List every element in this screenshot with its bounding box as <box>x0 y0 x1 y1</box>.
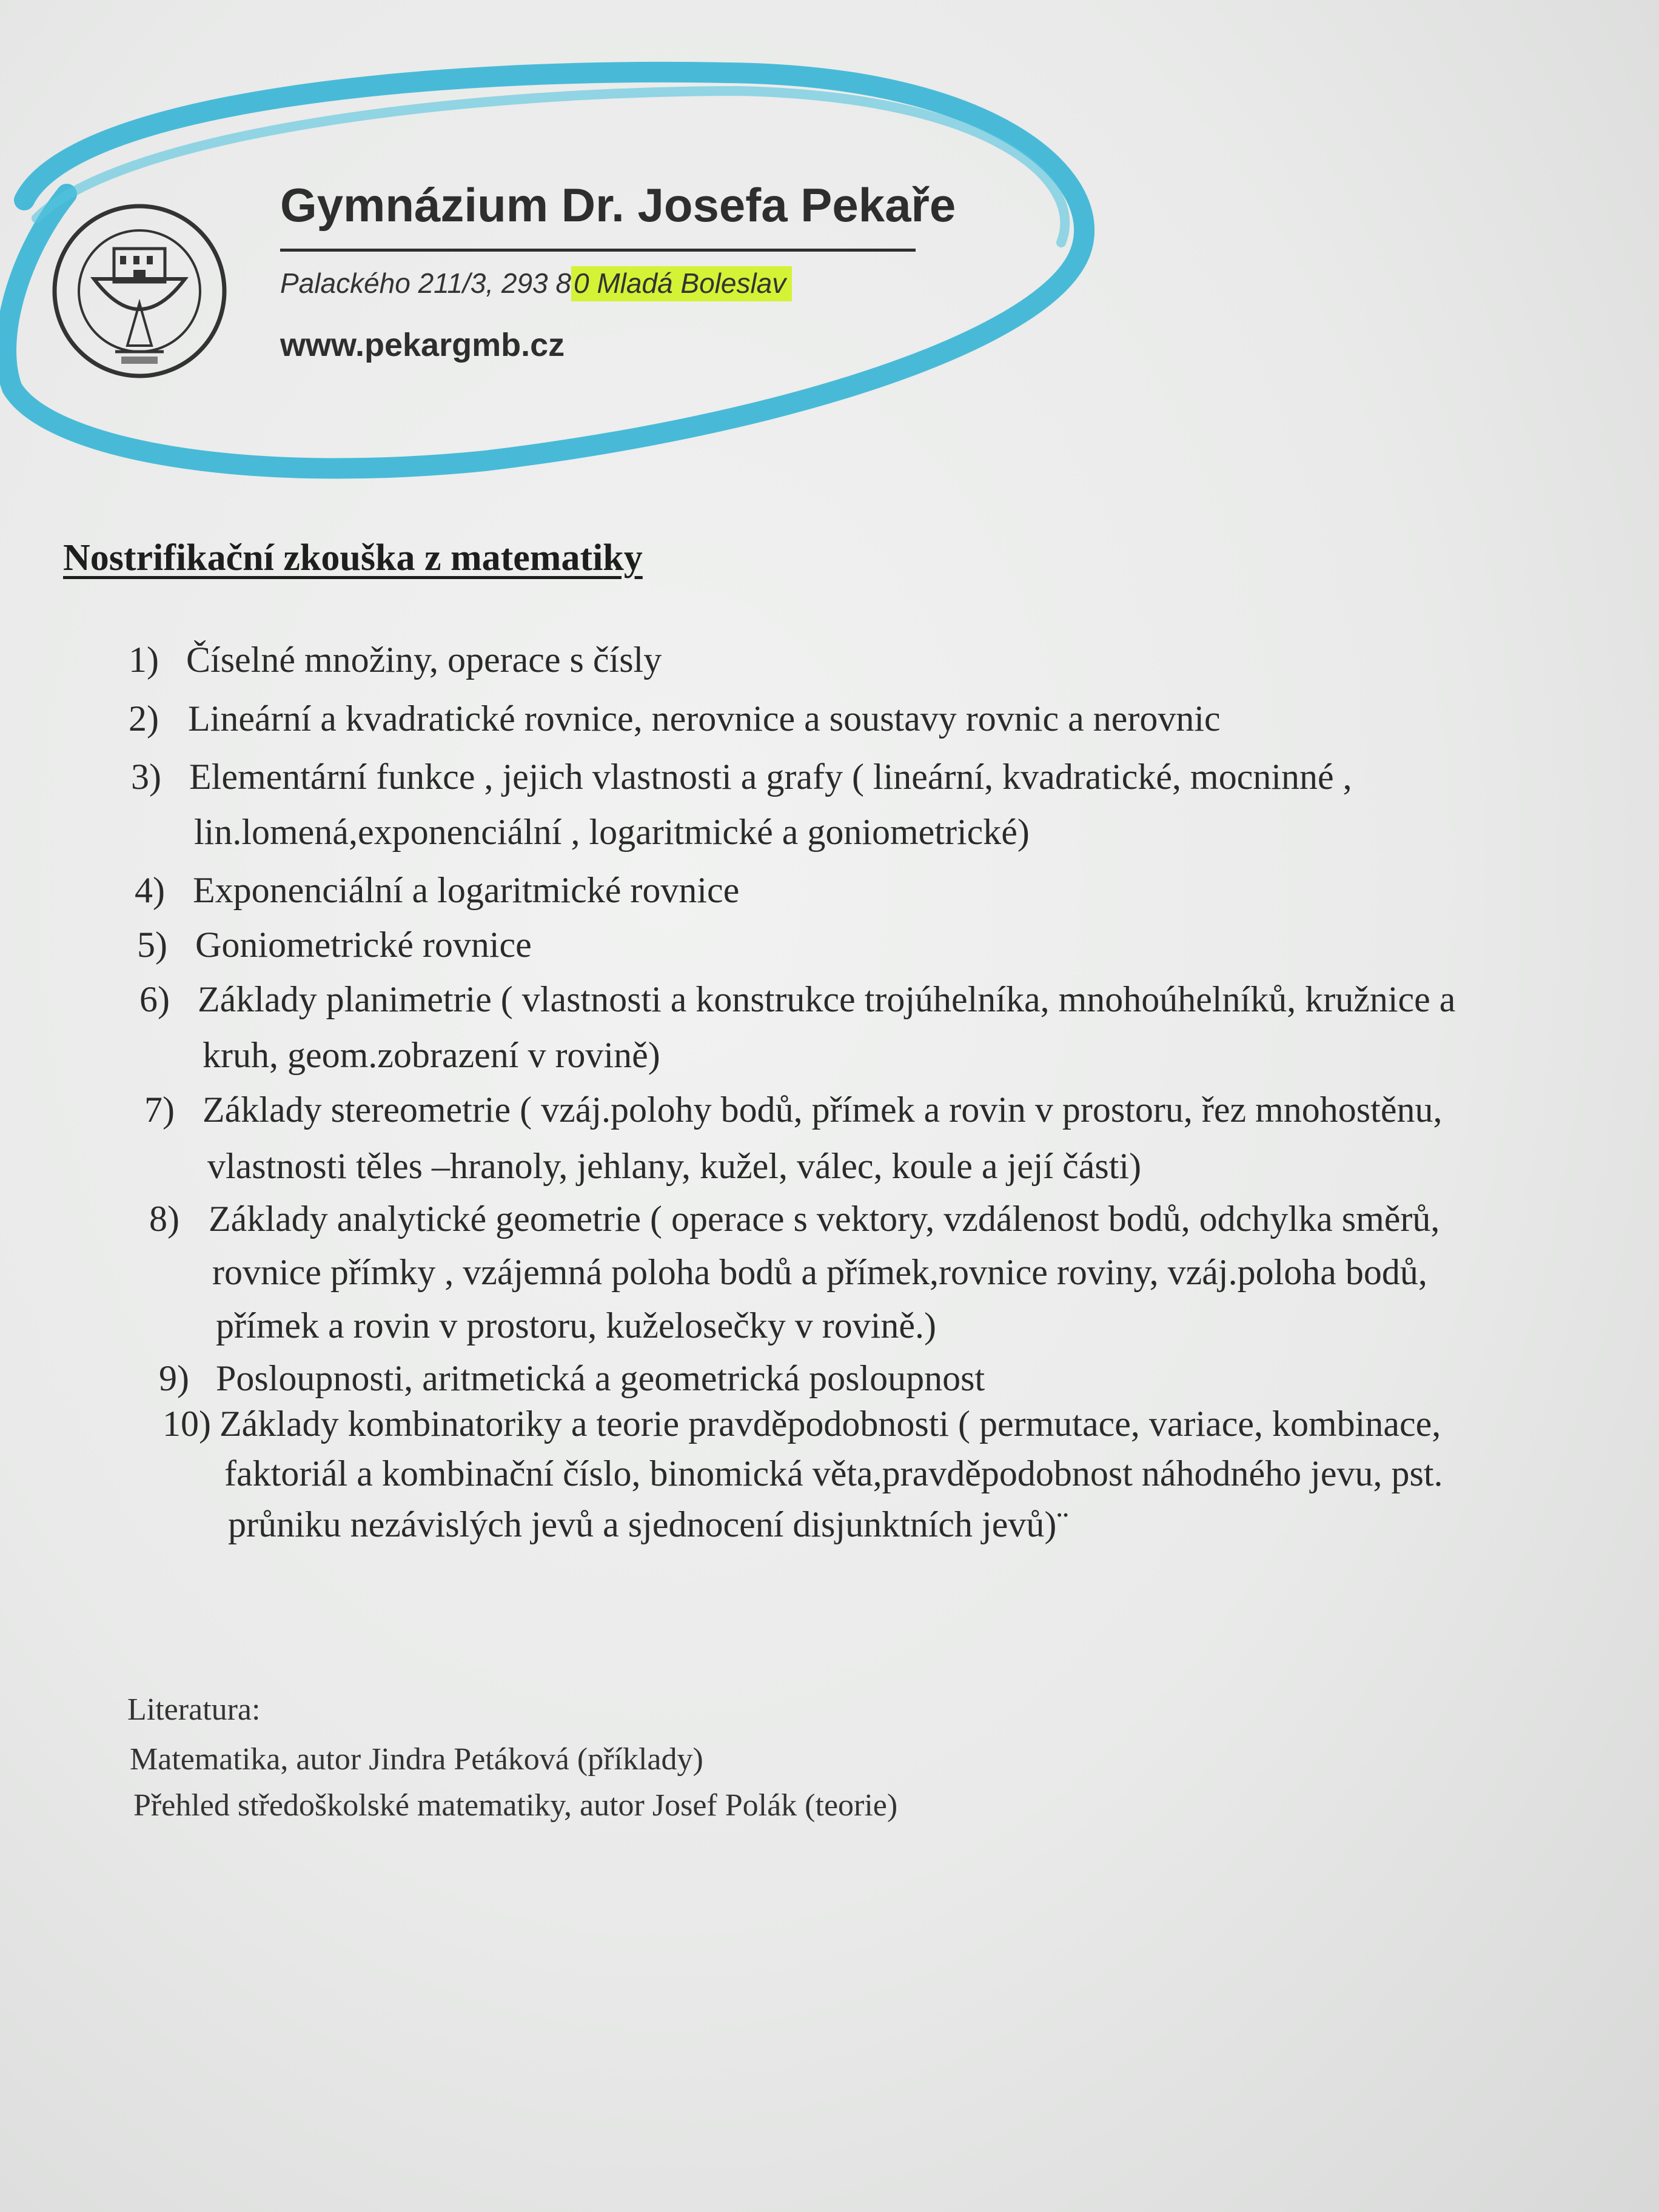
literature-entry: Přehled středoškolské matematiky, autor Josef Polák (teorie) <box>133 1788 898 1823</box>
header-divider <box>280 249 916 252</box>
item-number: 9) <box>159 1358 189 1398</box>
item-text: přímek a rovin v prostoru, kuželosečky v rovině.) <box>216 1305 937 1346</box>
item-text: Goniometrické rovnice <box>195 925 532 965</box>
item-number: 7) <box>144 1090 175 1130</box>
item-text: Základy kombinatoriky a teorie pravděpodobnosti ( permutace, variace, kombinace, <box>220 1404 1441 1444</box>
item-text: lin.lomená,exponenciální , logaritmické a goniometrické) <box>194 812 1030 852</box>
item-text: Lineární a kvadratické rovnice, nerovnice a soustavy rovnic a nerovnic <box>188 699 1221 739</box>
literature-label: Literatura: <box>127 1692 261 1727</box>
item-text: Číselné množiny, operace s čísly <box>186 640 662 680</box>
item-text: vlastnosti těles –hranoly, jehlany, kužel, válec, koule a její části) <box>207 1146 1142 1186</box>
school-seal-logo <box>49 182 230 400</box>
document-title: Nostrifikační zkouška z matematiky <box>63 537 643 578</box>
address-text: Palackého 211/3, 293 8 <box>280 267 571 299</box>
item-text: Základy stereometrie ( vzáj.polohy bodů, přímek a rovin v prostoru, řez mnohostěnu, <box>203 1090 1443 1130</box>
item-number: 10) <box>163 1404 211 1444</box>
highlighted-city: 0 Mladá Boleslav <box>571 266 792 301</box>
item-number: 4) <box>135 870 165 910</box>
school-website: www.pekargmb.cz <box>280 327 565 363</box>
marker-circle <box>0 0 1659 546</box>
item-number: 1) <box>129 640 159 680</box>
item-text: Exponenciální a logaritmické rovnice <box>193 870 740 910</box>
item-number: 6) <box>139 979 170 1019</box>
school-name: Gymnázium Dr. Josefa Pekaře <box>280 178 956 232</box>
item-text: Základy analytické geometrie ( operace s vektory, vzdálenost bodů, odchylka směrů, <box>209 1199 1440 1239</box>
item-text: Základy planimetrie ( vlastnosti a konstrukce trojúhelníka, mnohoúhelníků, kružnice a <box>198 979 1456 1019</box>
item-number: 5) <box>137 925 167 965</box>
item-text: Elementární funkce , jejich vlastnosti a grafy ( lineární, kvadratické, mocninné , <box>189 757 1352 797</box>
item-text: rovnice přímky , vzájemná poloha bodů a přímek,rovnice roviny, vzáj.poloha bodů, <box>212 1252 1427 1292</box>
item-text: Posloupnosti, aritmetická a geometrická posloupnost <box>216 1358 985 1398</box>
school-address <box>280 267 792 300</box>
item-text: průniku nezávislých jevů a sjednocení disjunktních jevů)¨ <box>228 1504 1069 1544</box>
item-text: kruh, geom.zobrazení v rovině) <box>203 1035 660 1075</box>
item-number: 8) <box>149 1199 179 1239</box>
item-text: faktoriál a kombinační číslo, binomická věta,pravděpodobnost náhodného jevu, pst. <box>224 1453 1443 1493</box>
literature-entry: Matematika, autor Jindra Petáková (příklady) <box>130 1742 703 1777</box>
item-number: 2) <box>129 699 159 739</box>
item-number: 3) <box>131 757 161 797</box>
